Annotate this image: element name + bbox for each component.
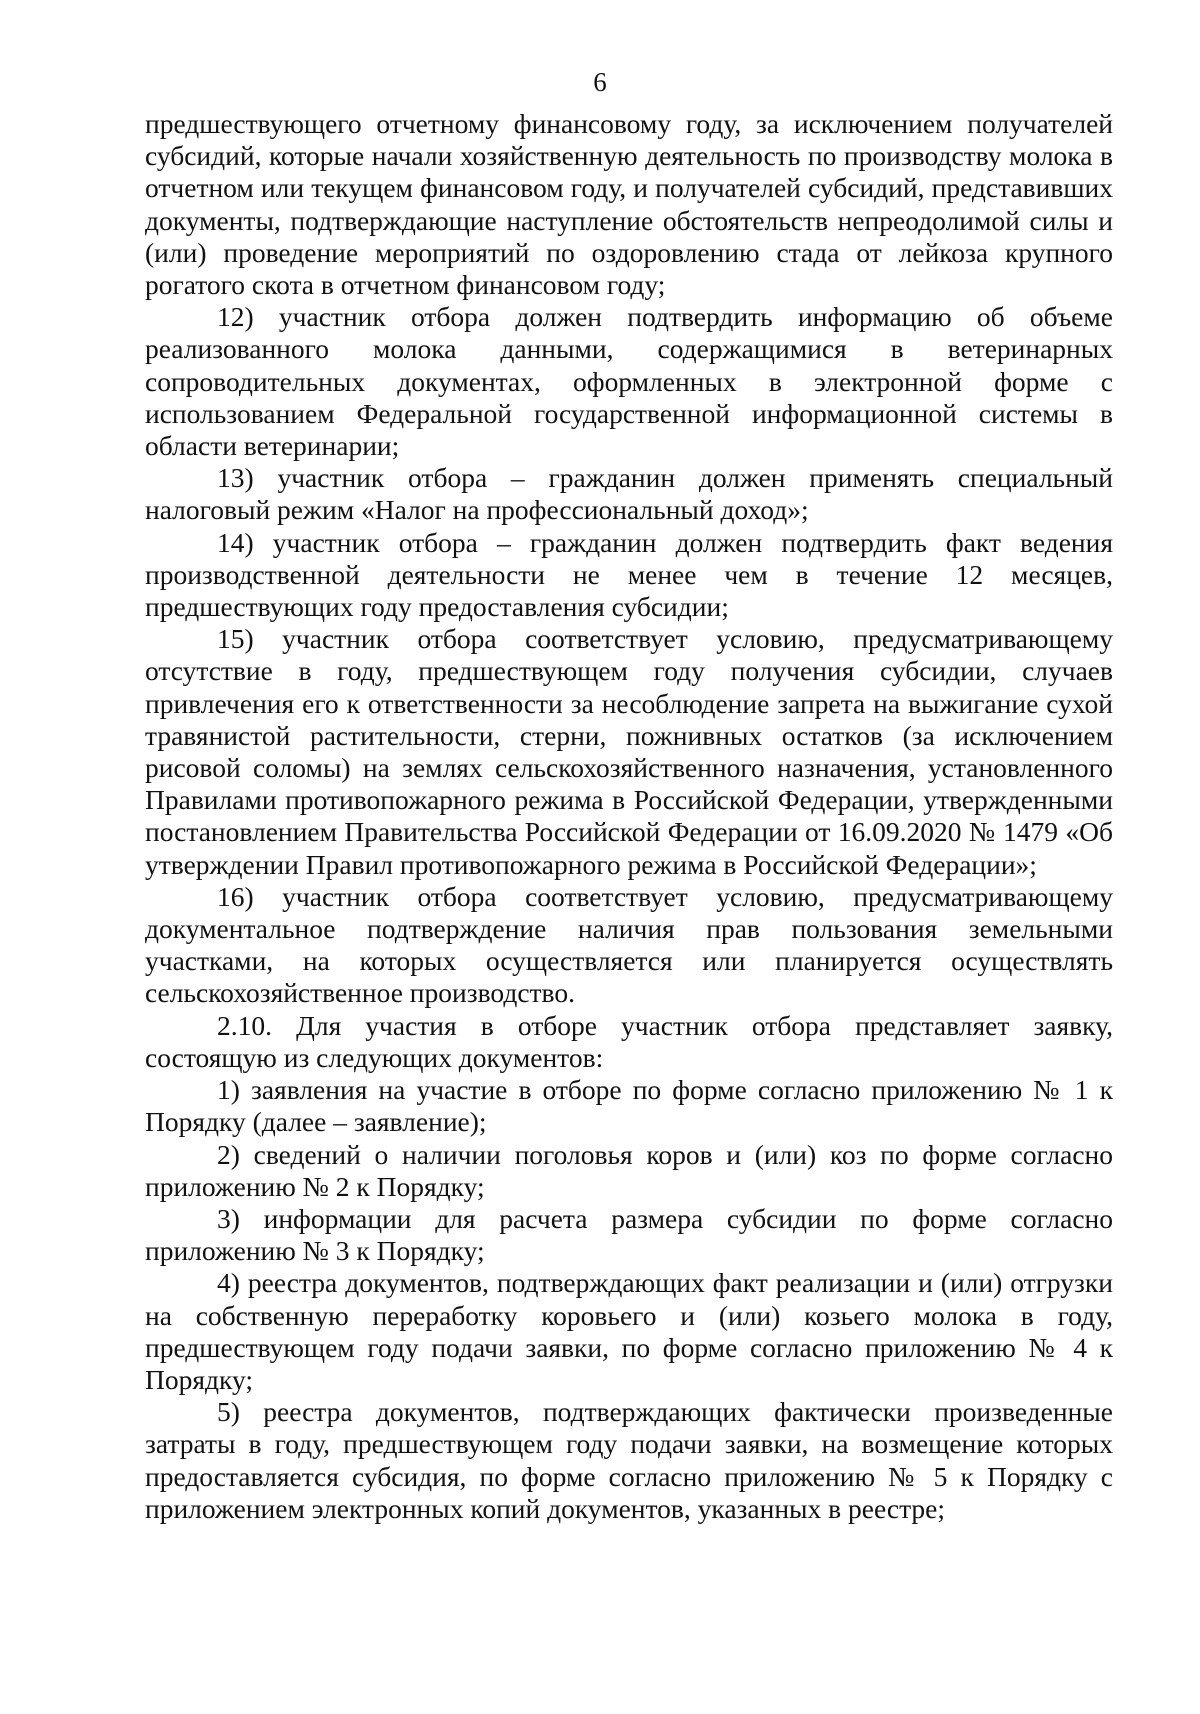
paragraph-doc-item-2: 2) сведений о наличии поголовья коров и (или) коз по форме согласно приложению № 2 к Порядку; [145,1138,1113,1202]
paragraph-continuation: предшествующего отчетному финансовому году, за исключением получателей субсидий, которые начали хозяйственную деятельность по производству молока в отчетном или текущем финансовом году, и получателей субсидий, представивших документы, подтверждающие наступление обстоятельств непреодолимой силы и (или) проведение мероприятий по оздоровлению стада от лейкоза крупного рогатого скота в отчетном финансовом году; [145,108,1113,301]
paragraph-item-13: 13) участник отбора – гражданин должен применять специальный налоговый режим «Налог на профессиональный доход»; [145,462,1113,526]
paragraph-doc-item-1: 1) заявления на участие в отборе по форме согласно приложению № 1 к Порядку (далее – заявление); [145,1074,1113,1138]
paragraph-doc-item-5: 5) реестра документов, подтверждающих фактически произведенные затраты в году, предшествующем году подачи заявки, на возмещение которых предоставляется субсидия, по форме согласно приложению № 5 к Порядку с приложением электронных копий документов, указанных в реестре; [145,1396,1113,1524]
document-body [145,108,1113,1525]
page-number: 6 [593,67,607,97]
paragraph-section-2-10: 2.10. Для участия в отборе участник отбора представляет заявку, состоящую из следующих документов: [145,1009,1113,1073]
paragraph-item-12: 12) участник отбора должен подтвердить информацию об объеме реализованного молока данными, содержащимися в ветеринарных сопроводительных документах, оформленных в электронной форме с использованием Федеральной государственной информационной системы в области ветеринарии; [145,301,1113,462]
paragraph-item-15: 15) участник отбора соответствует условию, предусматривающему отсутствие в году, предшествующем году получения субсидии, случаев привлечения его к ответственности за несоблюдение запрета на выжигание сухой травянистой растительности, стерни, пожнивных остатков (за исключением рисовой соломы) на землях сельскохозяйственного назначения, установленного Правилами противопожарного режима в Российской Федерации, утвержденными постановлением Правительства Российской Федерации от 16.09.2020 № 1479 «Об утверждении Правил противопожарного режима в Российской Федерации»; [145,623,1113,880]
paragraph-doc-item-4: 4) реестра документов, подтверждающих факт реализации и (или) отгрузки на собственную переработку коровьего и (или) козьего молока в году, предшествующем году подачи заявки, по форме согласно приложению № 4 к Порядку; [145,1267,1113,1395]
paragraph-item-14: 14) участник отбора – гражданин должен подтвердить факт ведения производственной деятельности не менее чем в течение 12 месяцев, предшествующих году предоставления субсидии; [145,526,1113,623]
paragraph-item-16: 16) участник отбора соответствует условию, предусматривающему документальное подтверждение наличия прав пользования земельными участками, на которых осуществляется или планируется осуществлять сельскохозяйственное производство. [145,880,1113,1009]
paragraph-doc-item-3: 3) информации для расчета размера субсидии по форме согласно приложению № 3 к Порядку; [145,1202,1113,1267]
